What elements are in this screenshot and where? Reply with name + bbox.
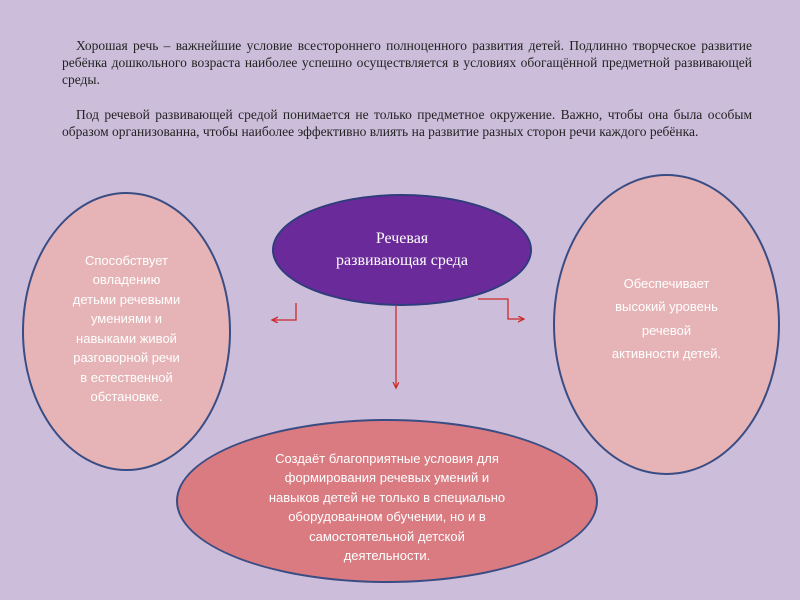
right-oval (553, 174, 780, 475)
left-oval (22, 192, 231, 471)
arrow-to-right (478, 299, 524, 319)
bottom-oval-text: Создаёт благоприятные условия для формирования речевых умений и навыков детей не только в специально оборудованном обучении, но и в самостоятельной детской деятельности. (268, 450, 506, 563)
bottom-oval (176, 419, 598, 583)
intro-paragraph-2: Под речевой развивающей средой понимается не только предметное окружение. Важно, чтобы она была особым образом организованна, чтобы наиболее эффективно влиять на развитие разных сторон речи каждого ребёнка. (62, 107, 752, 139)
left-oval-text: Способствует овладению детьми речевыми умениями и навыками живой разговорной речи в естественной обстановке. (72, 252, 181, 404)
center-oval-text: Речевая развивающая среда (336, 230, 468, 269)
center-oval (272, 194, 532, 306)
arrow-to-left (272, 303, 296, 320)
right-oval-text: Обеспечивает высокий уровень речевой активности детей. (611, 275, 722, 361)
intro-paragraph-1: Хорошая речь – важнейшие условие всестороннего полноценного развития детей. Подлинно творческое развитие ребёнка дошкольного возраста наиболее успешно осуществляется в условиях обогащённой предметной развивающей среды. (62, 38, 752, 87)
